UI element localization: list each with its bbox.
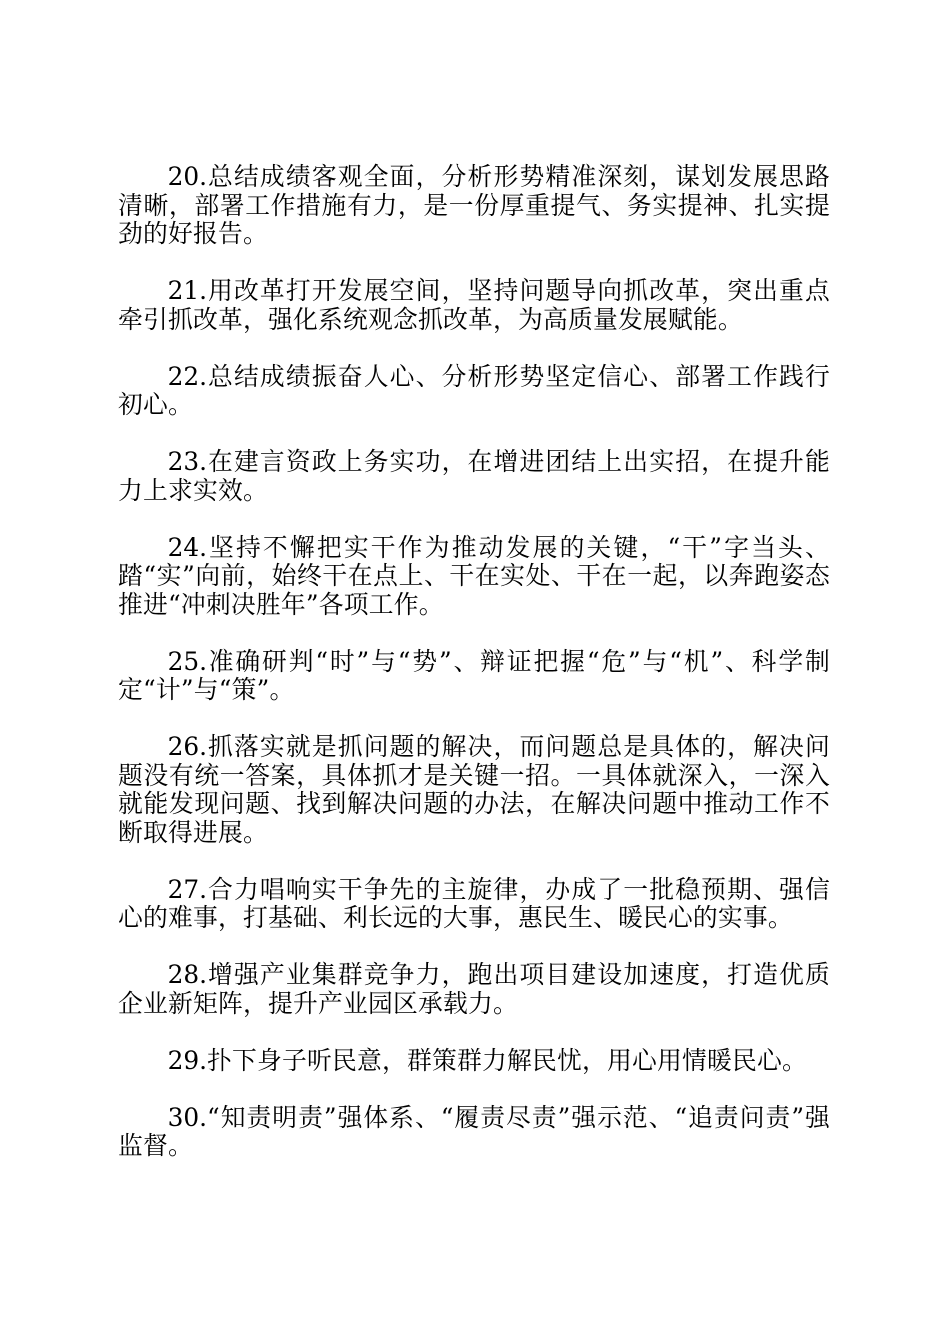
paragraph-text: 合力唱响实干争先的主旋律，办成了一批稳预期、强信心的难事，打基础、利长远的大事，惠民生、暖民心的实事。 bbox=[118, 874, 830, 932]
paragraph-text: 总结成绩客观全面，分析形势精准深刻，谋划发展思路清晰，部署工作措施有力，是一份厚重提气、务实提神、扎实提劲的好报告。 bbox=[118, 162, 830, 248]
paragraph-20 bbox=[118, 163, 830, 249]
paragraph-number: 30. bbox=[167, 1102, 208, 1132]
paragraph-22 bbox=[118, 363, 830, 420]
paragraph-text: 准确研判“时”与“势”、辩证把握“危”与“机”、科学制定“计”与“策”。 bbox=[118, 646, 830, 704]
paragraph-text: 坚持不懈把实干作为推动发展的关键，“干”字当头、踏“实”向前，始终干在点上、干在实处、干在一起，以奔跑姿态推进“冲刺决胜年”各项工作。 bbox=[118, 532, 830, 619]
paragraph-25 bbox=[118, 648, 830, 705]
paragraph-number: 21. bbox=[167, 276, 208, 305]
paragraph-26 bbox=[118, 733, 830, 847]
paragraph-text: 用改革打开发展空间，坚持问题导向抓改革，突出重点牵引抓改革，强化系统观念抓改革，为高质量发展赋能。 bbox=[118, 276, 830, 334]
document-body bbox=[118, 163, 830, 1189]
paragraph-number: 25. bbox=[167, 646, 208, 676]
paragraph-24 bbox=[118, 534, 830, 620]
paragraph-text: 在建言资政上务实功，在增进团结上出实招，在提升能力上求实效。 bbox=[118, 447, 830, 505]
paragraph-number: 20. bbox=[167, 162, 208, 191]
paragraph-29 bbox=[118, 1047, 830, 1076]
paragraph-text: “知责明责”强体系、“履责尽责”强示范、“追责问责”强监督。 bbox=[118, 1102, 830, 1160]
paragraph-28 bbox=[118, 961, 830, 1018]
paragraph-23 bbox=[118, 448, 830, 505]
paragraph-number: 22. bbox=[167, 361, 208, 391]
paragraph-text: 抓落实就是抓问题的解决，而问题总是具体的，解决问题没有统一答案，具体抓才是关键一招。一具体就深入，一深入就能发现问题、找到解决问题的办法，在解决问题中推动工作不断取得进展。 bbox=[118, 732, 830, 847]
paragraph-30 bbox=[118, 1104, 830, 1161]
paragraph-text: 扑下身子听民意，群策群力解民忧，用心用情暖民心。 bbox=[207, 1045, 807, 1075]
paragraph-text: 增强产业集群竞争力，跑出项目建设加速度，打造优质企业新矩阵，提升产业园区承载力。 bbox=[118, 960, 830, 1018]
paragraph-number: 28. bbox=[167, 960, 208, 989]
paragraph-text: 总结成绩振奋人心、分析形势坚定信心、部署工作践行初心。 bbox=[118, 361, 830, 419]
paragraph-number: 27. bbox=[167, 874, 208, 904]
paragraph-number: 26. bbox=[167, 732, 208, 761]
paragraph-number: 29. bbox=[167, 1045, 208, 1075]
paragraph-27 bbox=[118, 876, 830, 933]
paragraph-number: 23. bbox=[167, 447, 208, 476]
paragraph-21 bbox=[118, 277, 830, 334]
paragraph-number: 24. bbox=[167, 532, 208, 562]
